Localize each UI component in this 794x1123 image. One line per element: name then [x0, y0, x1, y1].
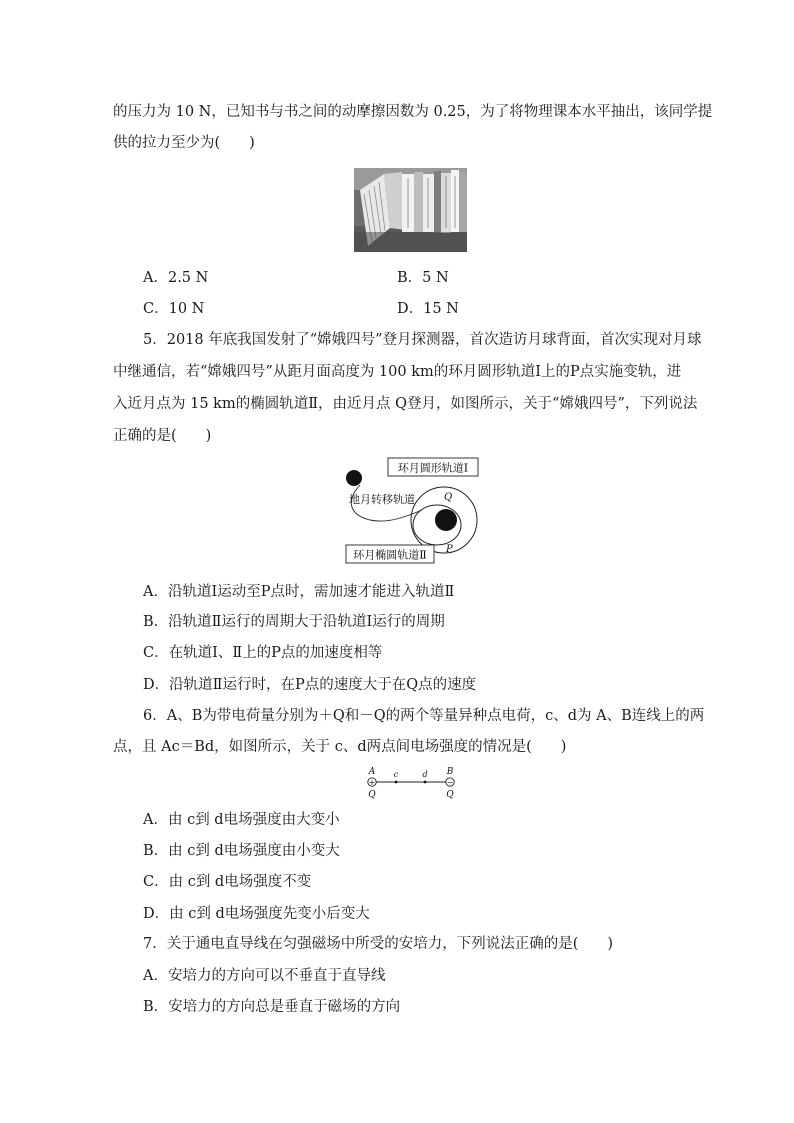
label-transfer-orbit: 地月转移轨道	[349, 493, 415, 506]
q4-option-c: C．10 N	[143, 301, 205, 317]
q6-option-b: B．由 c到 d电场强度由小变大	[143, 843, 340, 859]
label-b: B	[446, 767, 454, 777]
label-point-q: Q	[444, 492, 453, 503]
q7-text-line-1: 7．关于通电直导线在匀强磁场中所受的安培力，下列说法正确的是( )	[143, 936, 614, 952]
point-d	[424, 781, 427, 784]
lunar-orbit-figure	[340, 454, 490, 566]
point-c	[395, 781, 398, 784]
q5-text-line-3: 入近月点为 15 km的椭圆轨道Ⅱ，由近月点 Q登月，如图所示，关于“嫦娥四号”，下列说法	[113, 396, 698, 412]
q5-option-c: C．在轨道Ⅰ、Ⅱ上的P点的加速度相等	[143, 645, 383, 661]
moon-icon	[435, 509, 457, 531]
q6-option-d: D．由 c到 d电场强度先变小后变大	[143, 906, 370, 922]
q4-option-a: A．2.5 N	[143, 270, 209, 286]
label-qb: Q	[446, 790, 454, 800]
label-d: d	[422, 770, 428, 779]
q5-text-line-2: 中继通信，若“嫦娥四号”从距月面高度为 100 km的环月圆形轨道Ⅰ上的P点实施变轨，进	[113, 364, 682, 380]
sign-a: +	[368, 778, 376, 787]
q6-text-line-2: 点，且 Ac＝Bd，如图所示，关于 c、d两点间电场强度的情况是( )	[113, 739, 567, 755]
q6-option-c: C．由 c到 d电场强度不变	[143, 874, 312, 890]
label-a: A	[368, 767, 376, 777]
point-charges-figure	[360, 764, 464, 800]
books-photo	[354, 168, 467, 252]
q6-text-line-1: 6．A、B为带电荷量分别为＋Q和－Q的两个等量异种点电荷，c、d为 A、B连线上的两	[143, 708, 705, 724]
q4-text-line-1: 的压力为 10 N，已知书与书之间的动摩擦因数为 0.25，为了将物理课本水平抽出，该同学提	[113, 104, 713, 120]
q7-option-a: A．安培力的方向可以不垂直于直导线	[143, 968, 386, 984]
q4-option-b: B．5 N	[397, 270, 449, 286]
q5-text-line-4: 正确的是( )	[113, 428, 212, 444]
sign-b: −	[446, 778, 454, 787]
label-point-p: P	[446, 544, 453, 555]
q5-text-line-1: 5．2018 年底我国发射了“嫦娥四号”登月探测器，首次造访月球背面，首次实现对月球	[143, 332, 702, 348]
q5-option-a: A．沿轨道Ⅰ运动至P点时，需加速才能进入轨道Ⅱ	[143, 584, 455, 600]
q4-option-d: D．15 N	[397, 301, 459, 317]
earth-icon	[346, 470, 362, 486]
label-orbit-1: 环月圆形轨道Ⅰ	[397, 461, 469, 475]
label-qa: Q	[368, 790, 376, 800]
q5-option-d: D．沿轨道Ⅱ运行时，在P点的速度大于在Q点的速度	[143, 677, 477, 693]
label-c: c	[393, 770, 399, 779]
q7-option-b: B．安培力的方向总是垂直于磁场的方向	[143, 999, 401, 1015]
label-orbit-2: 环月椭圆轨道Ⅱ	[353, 548, 427, 562]
q4-text-line-2: 供的拉力至少为( )	[113, 135, 255, 151]
q6-option-a: A．由 c到 d电场强度由大变小	[143, 812, 340, 828]
q5-option-b: B．沿轨道Ⅱ运行的周期大于沿轨道Ⅰ运行的周期	[143, 614, 445, 630]
